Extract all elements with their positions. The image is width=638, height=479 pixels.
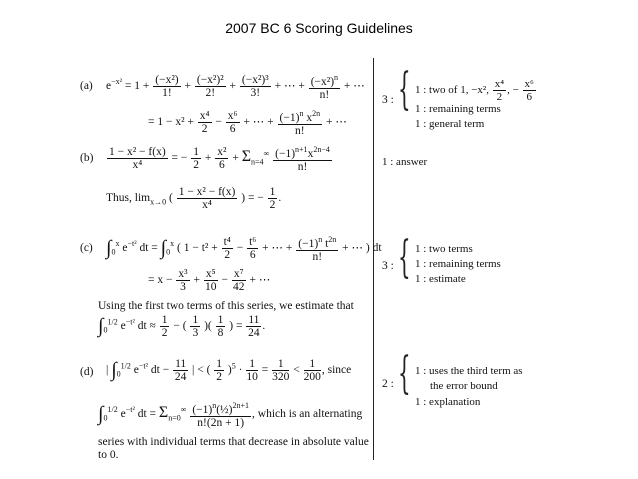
scoring-c-points: 3 : [382, 260, 394, 272]
scoring-a-item-2: 1 : remaining terms [415, 103, 501, 115]
part-a-label: (a) [80, 80, 93, 92]
part-a-line-1: $e^{-x^2} = 1$ + $\frac{\text{(−x²)}}{1!}$ + $\frac{\text{(−x²)²}}{2!}$ + $\frac{\text{(−x²)³}}{3!}$ + ⋯ + $\frac{(-x^2)^n}{n!}$ + ⋯ [106, 73, 365, 101]
part-c-label: (c) [80, 242, 93, 254]
part-b-line-1: $\frac{\text{1 − x² − f(x)}}{\text{x⁴}}$ = − $\frac{1}{2}$ + $\frac{\text{x²}}{6}$ + $\Sigma_{n=4}^\infty$ $\frac{(-1)^{n+1}x^{2n-4}}{n!}$ [109, 145, 330, 173]
scoring-a-item-3: 1 : general term [415, 118, 485, 130]
scoring-a-brace: { [398, 64, 411, 115]
scoring-d-points: 2 : [382, 378, 394, 390]
scoring-d-brace: { [398, 348, 411, 399]
scoring-c-item-2: 1 : remaining terms [415, 258, 501, 270]
part-c-line-1: $\int_0^x$ $e^{-t^2}$ dt = $\int_0^x$ ( 1 − t² + $\frac{\text{t⁴}}{2}$ − $\frac{\text{t⁶}}{6}$ + ⋯ + $\frac{(-1)^n t^{2n}}{n!}$ + ⋯ ) dt [106, 235, 382, 263]
page-title: 2007 BC 6 Scoring Guidelines [225, 20, 413, 36]
part-c-line-3: Using the first two terms of this series, we estimate that [98, 300, 354, 312]
scoring-b-item-1: 1 : answer [382, 156, 428, 168]
part-d-label: (d) [80, 366, 94, 378]
part-b-label: (b) [80, 152, 94, 164]
scoring-d-item-2: the error bound [430, 380, 498, 392]
part-d-line-3: series with individual terms that decrease in absolute value [98, 436, 369, 448]
part-d-line-2: $\int_0^{1/2}$ $e^{-t^2}$ dt = $\Sigma_{n=0}^\infty$ $\frac{(-1)^n(\frac{1}{2})^{2n+1}}{n!(2n + 1)}$ , which is an alternating [98, 401, 363, 429]
part-a-line-2: = 1 − x² + $\frac{\text{x⁴}}{2}$ − $\frac{\text{x⁶}}{6}$ + ⋯ + $\frac{(-1)^n x^{2n}}{n!}$ + ⋯ [148, 109, 347, 137]
scoring-a-points: 3 : [382, 94, 394, 106]
part-c-line-2: = x − $\frac{\text{x³}}{3}$ + $\frac{\text{x⁵}}{10}$ − $\frac{\text{x⁷}}{42}$ + ⋯ [148, 268, 271, 293]
part-d-line-1: | $\int_0^{1/2}$ $e^{-t^2}$ dt − $\frac{11}{24}$ | < ( $\frac{1}{2}$ )$^5$ · $\frac{1}{10}$ = $\frac{1}{320}$ < $\frac{1}{200}$ , since [106, 358, 352, 383]
scoring-c-brace: { [398, 232, 411, 283]
scoring-d-item-3: 1 : explanation [415, 396, 481, 408]
scoring-c-item-3: 1 : estimate [415, 273, 466, 285]
part-c-line-4: $\int_0^{1/2}$ $e^{-t^2}$ dt ≈ $\frac{1}{2}$ − ( $\frac{1}{3}$ )( $\frac{1}{8}$ ) = $\frac{11}{24}$ . [98, 314, 266, 339]
scoring-c-item-1: 1 : two terms [415, 243, 473, 255]
part-b-line-2: Thus, $\lim_{x\to 0}$ ( $\frac{\text{1 − x² − f(x)}}{\text{x⁴}}$ ) = − $\frac{1}{2}$ . [106, 186, 282, 211]
part-d-line-4: to 0. [98, 449, 119, 461]
scoring-d-item-1: 1 : uses the third term as [415, 365, 523, 377]
scoring-a-item-1: 1 : two of 1, −x², $\frac{\text{x⁴}}{2}$ , − $\frac{\text{x⁶}}{6}$ [415, 78, 534, 103]
